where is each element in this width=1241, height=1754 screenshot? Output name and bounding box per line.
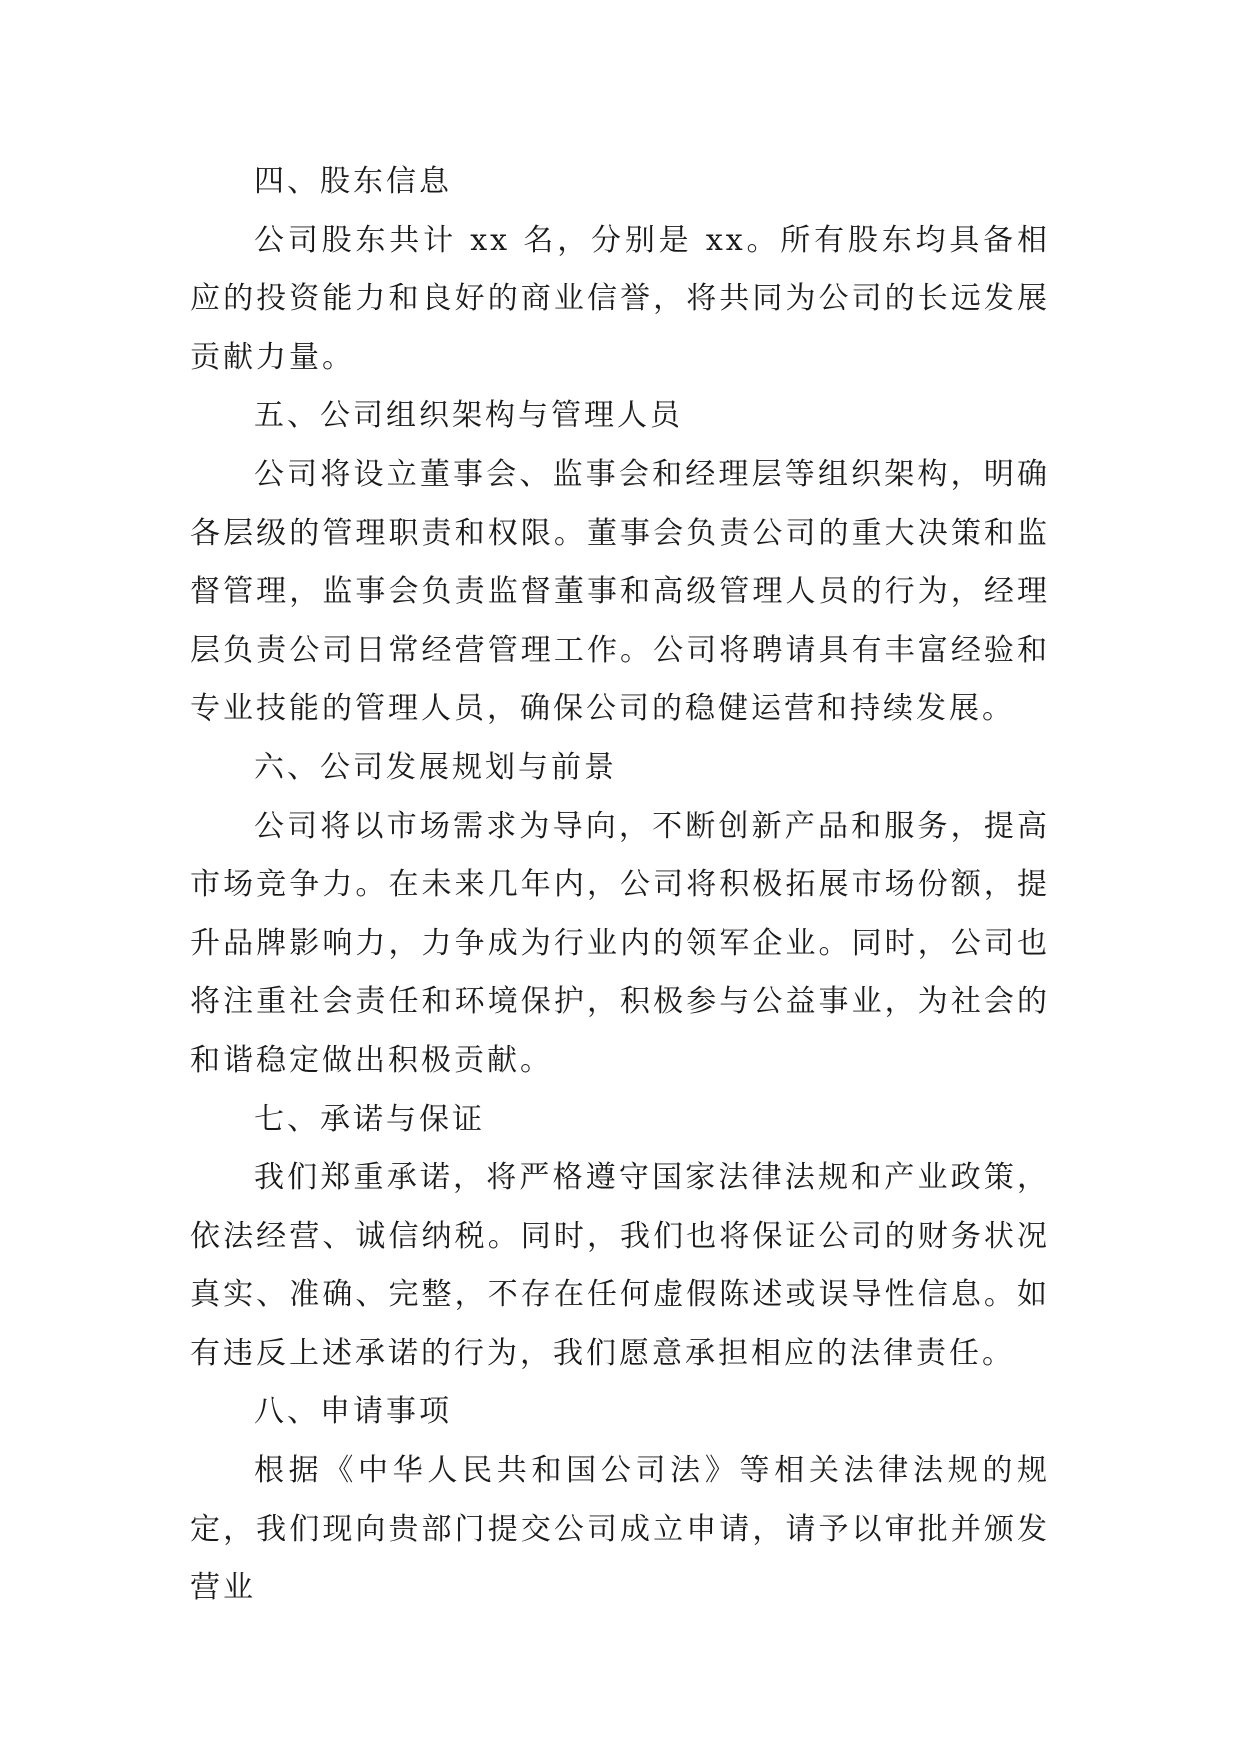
document-body [190,153,1050,1618]
paragraph-organization: 公司将设立董事会、监事会和经理层等组织架构，明确各层级的管理职责和权限。董事会负责公司的重大决策和监督管理，监事会负责监督董事和高级管理人员的行为，经理层负责公司日常经营管理工作。公司将聘请具有丰富经验和专业技能的管理人员，确保公司的稳健运营和持续发展。 [190,456,1050,727]
section-heading-organization: 五、公司组织架构与管理人员 [254,398,683,434]
paragraph-application: 根据《中华人民共和国公司法》等相关法律法规的规定，我们现向贵部门提交公司成立申请，请予以审批并颁发营业 [190,1453,1050,1606]
paragraph-commitment: 我们郑重承诺，将严格遵守国家法律法规和产业政策，依法经营、诚信纳税。同时，我们也将保证公司的财务状况真实、准确、完整，不存在任何虚假陈述或误导性信息。如有违反上述承诺的行为，我们愿意承担相应的法律责任。 [190,1160,1050,1371]
section-heading-shareholders: 四、股东信息 [254,164,452,199]
paragraph-development: 公司将以市场需求为导向，不断创新产品和服务，提高市场竞争力。在未来几年内，公司将积极拓展市场份额，提升品牌影响力，力争成为行业内的领军企业。同时，公司也将注重社会责任和环境保护，积极参与公益事业，为社会的和谐稳定做出积极贡献。 [190,808,1050,1078]
section-heading-commitment: 七、承诺与保证 [254,1101,485,1137]
section-heading-development: 六、公司发展规划与前景 [254,749,617,785]
paragraph-shareholders: 公司股东共计 xx 名，分别是 xx。所有股东均具备相应的投资能力和良好的商业信誉，将共同为公司的长远发展贡献力量。 [190,222,1050,375]
section-heading-application: 八、申请事项 [254,1394,452,1430]
